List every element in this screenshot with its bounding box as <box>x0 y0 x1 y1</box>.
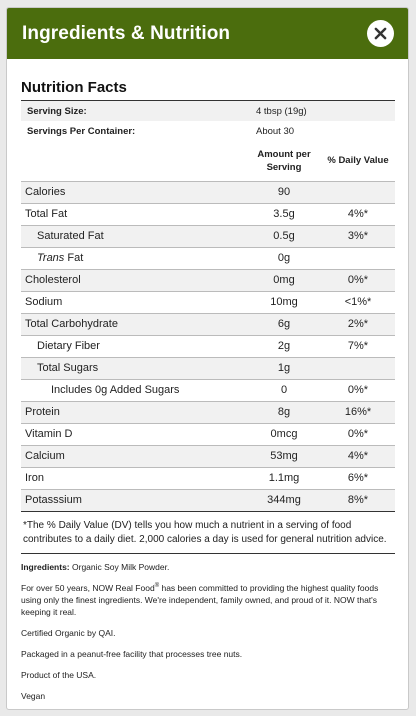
nutrient-name: Total Fat <box>21 203 247 225</box>
ingredients-label: Ingredients: <box>21 562 70 572</box>
registered-mark: ® <box>154 583 160 590</box>
serving-size-label: Serving Size: <box>21 101 256 121</box>
nutrient-dv <box>321 181 395 203</box>
table-row <box>21 357 395 379</box>
column-header-dv: % Daily Value <box>327 155 389 167</box>
table-row <box>21 379 395 401</box>
nutrient-amount: 0mg <box>247 269 321 291</box>
nutrient-amount: 0mcg <box>247 423 321 445</box>
serving-size-row <box>21 101 395 121</box>
modal-title: Ingredients & Nutrition <box>22 22 231 44</box>
table-row <box>21 489 395 511</box>
nutrient-name: Sodium <box>21 291 247 313</box>
nutrient-dv: 4%* <box>321 203 395 225</box>
nutrient-amount: 0g <box>247 247 321 269</box>
modal-content <box>21 78 395 710</box>
nutrient-dv: 0%* <box>321 379 395 401</box>
origin-text: Product of the USA. <box>21 670 97 680</box>
nutrient-name-italic: Trans <box>37 252 65 264</box>
nutrient-name: Vitamin D <box>21 423 247 445</box>
nutrient-dv: 16%* <box>321 401 395 423</box>
nutrient-dv: <1%* <box>321 291 395 313</box>
close-icon <box>374 27 387 40</box>
nutrient-name: Dietary Fiber <box>21 335 247 357</box>
serving-size-value: 4 tbsp (19g) <box>256 101 395 121</box>
facility-text: Packaged in a peanut-free facility that processes tree nuts. <box>21 649 243 659</box>
table-row <box>21 313 395 335</box>
nutrient-amount: 1.1mg <box>247 467 321 489</box>
nutrient-amount: 344mg <box>247 489 321 511</box>
nutrient-name: Cholesterol <box>21 269 247 291</box>
nutrient-amount: 0 <box>247 379 321 401</box>
nutrient-dv <box>321 247 395 269</box>
close-button[interactable] <box>367 20 394 47</box>
table-row <box>21 247 395 269</box>
servings-label: Servings Per Container: <box>27 125 136 137</box>
nutrient-dv: 0%* <box>321 423 395 445</box>
column-header-nutrient <box>21 141 247 181</box>
daily-value-footnote: *The % Daily Value (DV) tells you how much a nutrient in a serving of food contributes to a daily diet. 2,000 calories a day is used for general nutrition advice. <box>21 511 395 554</box>
nutrient-amount: 2g <box>247 335 321 357</box>
nutrient-amount: 0.5g <box>247 225 321 247</box>
nutrient-amount: 90 <box>247 181 321 203</box>
ingredients-line <box>21 561 395 573</box>
table-row <box>21 269 395 291</box>
serving-table <box>21 101 395 141</box>
table-row <box>21 335 395 357</box>
nutrient-name: Iron <box>21 467 247 489</box>
ingredients-value: Organic Soy Milk Powder. <box>69 562 170 572</box>
nutrition-facts-title: Nutrition Facts <box>21 79 127 96</box>
servings-value: About 30 <box>256 125 295 137</box>
nutrient-name: Protein <box>21 401 247 423</box>
nutrient-dv <box>321 357 395 379</box>
table-row <box>21 225 395 247</box>
nutrient-name: Potasssium <box>21 489 247 511</box>
nutrient-dv: 4%* <box>321 445 395 467</box>
nutrient-dv: 8%* <box>321 489 395 511</box>
nutrient-name: Total Sugars <box>21 357 247 379</box>
table-row <box>21 203 395 225</box>
certified-text: Certified Organic by QAI. <box>21 628 116 638</box>
nutrient-table-header <box>21 141 395 181</box>
nutrient-dv: 6%* <box>321 467 395 489</box>
nutrient-table <box>21 141 395 511</box>
nutrient-amount: 3.5g <box>247 203 321 225</box>
nutrient-amount: 53mg <box>247 445 321 467</box>
modal-header <box>7 8 408 59</box>
nutrient-name: Trans Fat <box>21 247 247 269</box>
nutrient-name: Calories <box>21 181 247 203</box>
product-info <box>21 554 395 702</box>
column-header-amount: Amount per Serving <box>257 148 311 173</box>
servings-row <box>21 121 395 141</box>
nutrient-name: Calcium <box>21 445 247 467</box>
nutrient-dv: 3%* <box>321 225 395 247</box>
nutrient-amount: 10mg <box>247 291 321 313</box>
nutrient-dv: 0%* <box>321 269 395 291</box>
table-row <box>21 445 395 467</box>
nutrition-modal <box>6 7 409 710</box>
nutrient-dv: 2%* <box>321 313 395 335</box>
table-row <box>21 423 395 445</box>
nutrient-name: Total Carbohydrate <box>21 313 247 335</box>
table-row <box>21 291 395 313</box>
nutrient-amount: 8g <box>247 401 321 423</box>
about-text: For over 50 years, NOW Real Food® has been committed to providing the highest quality foods using only the finest ingredients. We're independent, family owned, and proud of it. NOW that's keeping it real. <box>21 583 379 617</box>
nutrient-amount: 6g <box>247 313 321 335</box>
diet-text: Vegan <box>21 691 46 701</box>
nutrient-amount: 1g <box>247 357 321 379</box>
nutrient-name: Saturated Fat <box>21 225 247 247</box>
table-row <box>21 401 395 423</box>
nutrient-name: Includes 0g Added Sugars <box>21 379 247 401</box>
nutrient-dv: 7%* <box>321 335 395 357</box>
table-row <box>21 181 395 203</box>
table-row <box>21 467 395 489</box>
